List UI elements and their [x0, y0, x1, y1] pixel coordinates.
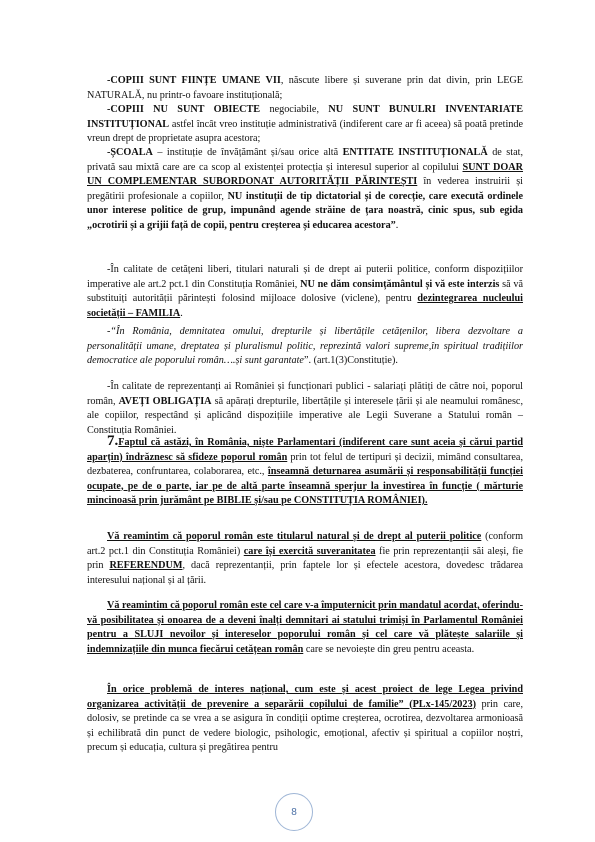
text-run: să apărați drepturile, libertățile și interesele țării și ale neamului românesc, ale copiilor, respectând și aplicând dispozițiile imperative ale Legii Suverane a Statului român – Constituția României. — [87, 395, 523, 436]
section-number: 7. — [107, 433, 119, 449]
paragraph-text — [87, 146, 523, 233]
paragraph-scoala — [87, 146, 523, 233]
quote-text — [87, 325, 523, 369]
paragraph-text — [87, 683, 523, 756]
text-run: AVEȚI OBLIGAȚIA — [118, 395, 212, 407]
text-run: astfel încât vreo instituție administrativă (indiferent care ar fi aceea) să poată pretinde vreun drept de proprietate asupra acestora; — [87, 118, 523, 144]
paragraph-interes-national — [87, 683, 523, 756]
text-run: de stat, privată sau mixtă care are ca scop al existenței protecția și interesul superior al copilului — [87, 147, 523, 173]
text-run: NU instituții de tip dictatorial și de corecție, care execută ordinele unor interese politice de grup, impunând agende străine de țara noastră, cinic spus, sub egida „ocrotirii și a grijii față de copii, pentru creșterea și educarea acestora” — [87, 190, 523, 231]
page-number: 8 — [291, 806, 297, 818]
text-run: -ȘCOALA — [107, 147, 153, 158]
text-run: -În calitate de cetățeni liberi, titulari naturali și de drept ai puterii politice, conform dispozițiilor imperative ale art.2 pct.1 din Constituția României, — [87, 264, 523, 290]
text-run: fie prin reprezentanții săi aleși, fie prin — [87, 545, 524, 571]
text-run: înseamnă deturnarea asumării și responsabilității funcției ocupate, pe de o parte, iar pe de altă parte înseamnă sperjur la investirea în funcție ( mărturie mincinoasă prin jurământ pe BIBLIE și/sau pe CONSTITUȚIA ROMÂNIEI). — [87, 466, 523, 506]
text-run: ENTITATE INSTITUȚIONALĂ — [342, 147, 488, 158]
text-run: -“În România, demnitatea omului, drepturile și libertățile cetățenilor, libera dezvoltare a personalității umane, dreptatea și pluralismul politic, reprezintă valori supreme,în spiritual tradițiilor democratice ale poporului român….și sunt garantate — [87, 326, 523, 366]
paragraph-copiii-fiinte — [87, 74, 523, 103]
paragraph-reamintim-mandat — [87, 599, 523, 657]
text-run: . — [395, 219, 399, 231]
text-run: Vă reamintim că poporul român este cel care v-a împuternicit prin mandatul acordat, oferindu-vă posibilitatea și onoarea de a deveni înalți demnitari ai statului trimiși în Parlamentul României pentru a SLUJI nevoilor și intereselor poporului român și cel care vă plătește salariile și indemnizațiile din munca fiecărui cetățean român — [87, 600, 523, 655]
paragraph-reprezentanti — [87, 380, 523, 438]
paragraph-text — [87, 530, 523, 588]
text-run: ”. (art.1(3)Constituție). — [303, 355, 398, 366]
text-run: să vă substituiți autorității părintești folosind mijloace dolosive (viclene), pentru — [87, 278, 524, 304]
text-run: prin care, dolosiv, se pretinde ca se vrea a se asigura în condiții optime creșterea, ocrotirea, dezvoltarea armonioasă și echilibrată din punct de vedere biologic, psihologic, emoțional, afectiv și spiritual a copiilor noștri, precum și educația, cultura și pregătirea pentru — [87, 698, 523, 753]
paragraph-text — [87, 74, 523, 103]
text-run: NU ne dăm consimțământul și vă este interzis — [300, 278, 500, 290]
paragraph-text — [87, 599, 523, 657]
paragraph-cetateni-liberi — [87, 263, 523, 321]
text-run: (conform art.2 pct.1 din Constituția României) — [87, 531, 523, 557]
text-run: -În calitate de reprezentanți ai României și funcționari publici - salariați plătiți de către noi, poporul român, — [87, 381, 523, 407]
paragraph-copiii-obiecte — [87, 103, 523, 147]
paragraph-reamintim-titular — [87, 530, 523, 588]
text-run: în vederea instruirii și pregătirii profesionale a copiilor, — [87, 176, 523, 202]
paragraph-7 — [87, 434, 523, 509]
constitution-quote — [87, 325, 523, 369]
text-run: , dacă reprezentanții, prin faptele lor și efectele acestora, dovedesc trădarea interesului național și al țării. — [87, 560, 523, 586]
text-run: care se nevoiește din greu pentru aceasta. — [303, 643, 475, 655]
text-run: -COPIII NU SUNT OBIECTE — [107, 104, 261, 115]
text-run: Vă reamintim că poporul român este titularul natural și de drept al puterii politice — [107, 531, 482, 542]
text-run: care își exercită suveranitatea — [243, 545, 376, 557]
text-run: SUNT DOAR UN COMPLEMENTAR SUBORDONAT AUTORITĂȚII PĂRINTEȘTI — [87, 161, 523, 187]
text-run: Faptul că astăzi, în România, niște Parlamentari (indiferent care sunt aceia și cărui partid aparțin) îndrăznesc să sfideze poporul român — [87, 437, 523, 463]
paragraph-text — [87, 103, 523, 147]
text-run: prin tot felul de tertipuri și decizii, mimând consultarea, dezbaterea, confruntarea, colaborarea, etc., — [87, 451, 523, 477]
paragraph-text — [87, 434, 523, 509]
text-run: REFERENDUM — [109, 560, 183, 571]
paragraph-text — [87, 380, 523, 438]
text-run: NU SUNT BUNULRI INVENTARIATE INSTITUȚIONAL — [87, 104, 524, 130]
page-number-badge — [275, 793, 313, 831]
text-run: . — [180, 307, 183, 319]
text-run: , născute libere și suverane prin dat divin, prin LEGE NATURALĂ, nu printr-o favoare instituțională; — [87, 75, 523, 101]
paragraph-body — [87, 437, 523, 506]
text-run: – instituție de învățământ și/sau orice altă — [152, 147, 343, 158]
text-run: -COPIII SUNT FIINȚE UMANE VII — [107, 75, 281, 86]
paragraph-text — [87, 263, 523, 321]
text-run: dezintegrarea nucleului societății – FAMILIA — [87, 293, 523, 319]
text-run: negociabile, — [260, 104, 329, 115]
text-run: În orice problemă de interes național, cum este și acest proiect de lege Legea privind organizarea activității de prevenire a separării copilului de familie” (PLx-145/2023) — [87, 684, 523, 710]
